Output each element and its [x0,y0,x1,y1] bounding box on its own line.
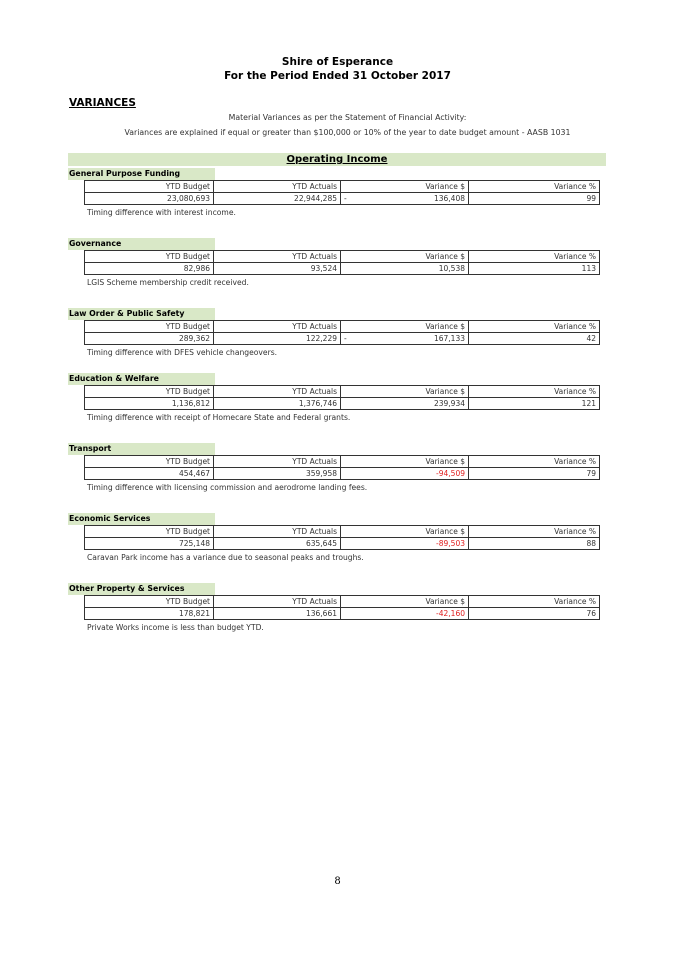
section-heading: Education & Welfare [68,373,215,385]
section-heading: Economic Services [68,513,215,525]
section-heading: Governance [68,238,215,250]
variance-pct-value: 121 [469,398,600,410]
variance-pct-value: 42 [469,333,600,345]
variance-table [84,385,600,410]
ytd-budget-value: 725,148 [85,538,214,550]
col-ytd-budget: YTD Budget [85,596,214,608]
col-variance-pct: Variance % [469,456,600,468]
variance-table [84,595,600,620]
table-header-row [85,526,600,538]
report-period-title: For the Period Ended 31 October 2017 [224,70,451,82]
variance-dollar-cell [341,193,469,205]
col-variance-pct: Variance % [469,321,600,333]
col-variance-pct: Variance % [469,251,600,263]
variance-table [84,455,600,480]
variance-note: LGIS Scheme membership credit received. [87,278,249,287]
col-ytd-budget: YTD Budget [85,456,214,468]
ytd-actuals-value: 136,661 [214,608,341,620]
variance-dollar-value: -89,503 [436,539,465,548]
col-ytd-actuals: YTD Actuals [214,596,341,608]
variance-note: Caravan Park income has a variance due to seasonal peaks and troughs. [87,553,364,562]
section-heading: General Purpose Funding [68,168,215,180]
ytd-actuals-value: 359,958 [214,468,341,480]
col-variance-dollar: Variance $ [341,321,469,333]
variance-table [84,320,600,345]
variance-section [68,513,608,573]
variance-pct-value: 88 [469,538,600,550]
col-variance-pct: Variance % [469,596,600,608]
col-variance-dollar: Variance $ [341,181,469,193]
variance-dollar-value: 10,538 [438,264,465,273]
table-row [85,263,600,275]
table-header-row [85,386,600,398]
variance-section [68,443,608,503]
col-ytd-actuals: YTD Actuals [214,386,341,398]
table-row [85,333,600,345]
section-heading: Law Order & Public Safety [68,308,215,320]
col-ytd-budget: YTD Budget [85,251,214,263]
col-variance-pct: Variance % [469,181,600,193]
table-row [85,468,600,480]
variance-dollar-value: 239,934 [433,399,465,408]
variance-pct-value: 79 [469,468,600,480]
col-ytd-budget: YTD Budget [85,181,214,193]
variance-table [84,180,600,205]
variance-dollar-value: 136,408 [433,194,465,203]
col-ytd-budget: YTD Budget [85,386,214,398]
ytd-budget-value: 178,821 [85,608,214,620]
col-ytd-actuals: YTD Actuals [214,456,341,468]
ytd-budget-value: 289,362 [85,333,214,345]
col-ytd-budget: YTD Budget [85,321,214,333]
col-ytd-actuals: YTD Actuals [214,321,341,333]
variance-note: Timing difference with licensing commission and aerodrome landing fees. [87,483,368,492]
ytd-actuals-value: 1,376,746 [214,398,341,410]
ytd-budget-value: 23,080,693 [85,193,214,205]
table-row [85,193,600,205]
col-variance-dollar: Variance $ [341,526,469,538]
operating-income-title: Operating Income [286,154,388,165]
negative-marker: - [344,334,347,343]
ytd-actuals-value: 93,524 [214,263,341,275]
col-ytd-actuals: YTD Actuals [214,181,341,193]
col-variance-dollar: Variance $ [341,251,469,263]
table-header-row [85,181,600,193]
report-org-title: Shire of Esperance [281,56,394,68]
variance-dollar-cell [341,333,469,345]
variance-pct-value: 76 [469,608,600,620]
variance-dollar-cell [341,398,469,410]
variance-dollar-value: 167,133 [433,334,465,343]
col-ytd-actuals: YTD Actuals [214,526,341,538]
variance-section [68,308,608,368]
page-number: 8 [334,876,341,887]
ytd-budget-value: 82,986 [85,263,214,275]
variance-dollar-value: -94,509 [436,469,465,478]
intro-line-2: Variances are explained if equal or greater than $100,000 or 10% of the year to date budget amount - AASB 1031 [124,128,571,137]
variance-section [68,238,608,298]
table-header-row [85,596,600,608]
col-ytd-actuals: YTD Actuals [214,251,341,263]
section-heading: Other Property & Services [68,583,215,595]
table-header-row [85,251,600,263]
variance-section [68,583,608,643]
ytd-budget-value: 454,467 [85,468,214,480]
variance-dollar-value: -42,160 [436,609,465,618]
ytd-actuals-value: 122,229 [214,333,341,345]
variance-section [68,168,608,228]
ytd-actuals-value: 22,944,285 [214,193,341,205]
variance-pct-value: 113 [469,263,600,275]
table-row [85,538,600,550]
variance-note: Timing difference with DFES vehicle changeovers. [87,348,278,357]
variance-dollar-cell [341,468,469,480]
negative-marker: - [344,194,347,203]
variance-dollar-cell [341,538,469,550]
variance-note: Timing difference with receipt of Homecare State and Federal grants. [87,413,351,422]
col-variance-pct: Variance % [469,386,600,398]
ytd-budget-value: 1,136,812 [85,398,214,410]
variance-pct-value: 99 [469,193,600,205]
col-variance-pct: Variance % [469,526,600,538]
col-variance-dollar: Variance $ [341,456,469,468]
section-heading: Transport [68,443,215,455]
table-row [85,398,600,410]
variances-heading: VARIANCES [69,97,136,109]
variance-table [84,250,600,275]
col-variance-dollar: Variance $ [341,386,469,398]
col-ytd-budget: YTD Budget [85,526,214,538]
variance-note: Private Works income is less than budget YTD. [87,623,264,632]
col-variance-dollar: Variance $ [341,596,469,608]
intro-line-1: Material Variances as per the Statement of Financial Activity: [228,113,467,122]
table-header-row [85,456,600,468]
ytd-actuals-value: 635,645 [214,538,341,550]
variance-dollar-cell [341,608,469,620]
variance-dollar-cell [341,263,469,275]
variance-section [68,373,608,433]
table-header-row [85,321,600,333]
variance-note: Timing difference with interest income. [87,208,236,217]
table-row [85,608,600,620]
variance-table [84,525,600,550]
